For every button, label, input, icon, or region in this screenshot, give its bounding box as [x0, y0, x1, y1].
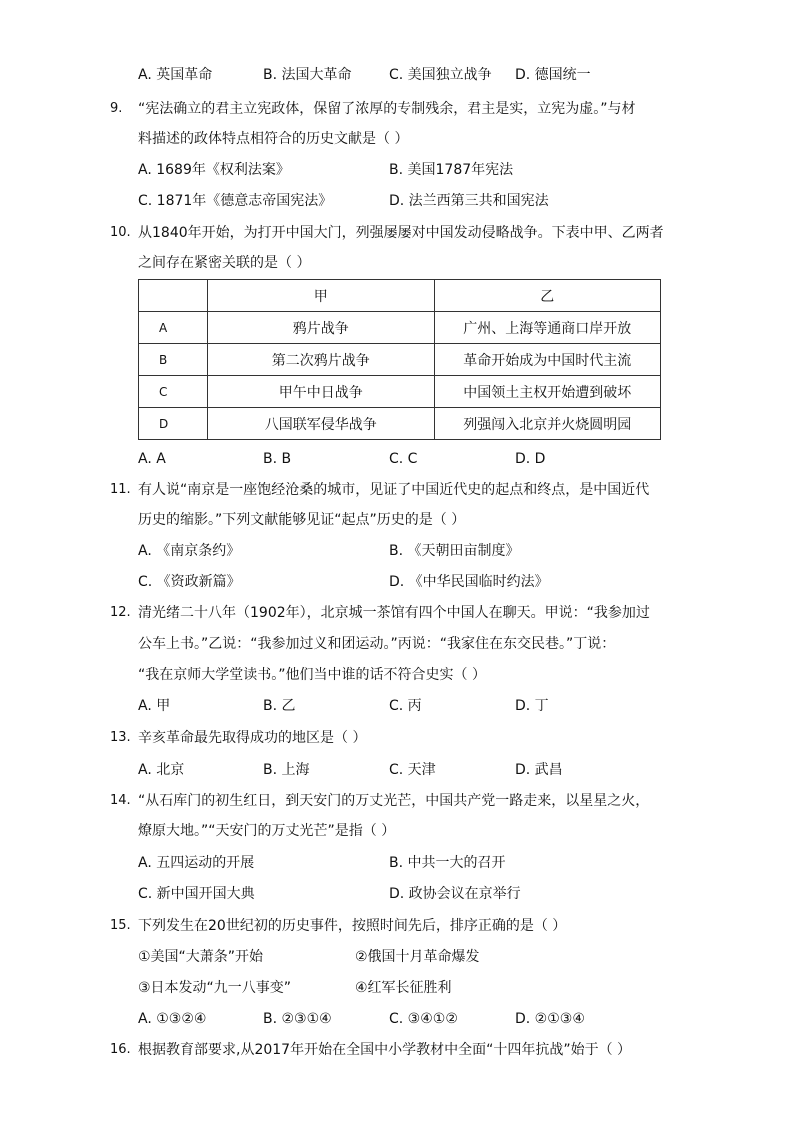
q13-option-c: C. 天津: [389, 762, 436, 778]
q10-line-2: [0, 248, 794, 278]
table-cell: 广州、上海等通商口岸开放: [434, 312, 661, 344]
q14-text: 燎原大地。”“天安门的万丈光芒”是指（ ）: [138, 823, 396, 839]
q13-option-d: D. 武昌: [515, 762, 563, 778]
q14-option-d: D. 政协会议在京举行: [389, 886, 521, 902]
q9-text: 料描述的政体特点相符合的历史文献是（ ）: [138, 131, 409, 147]
q13-options: [0, 755, 794, 785]
q9-options-row-2: [0, 186, 794, 216]
q9-option-c: C. 1871年《德意志帝国宪法》: [138, 193, 333, 209]
table-row: [139, 312, 661, 344]
table-cell: 革命开始成为中国时代主流: [434, 344, 661, 376]
q8-option-c: C. 美国独立战争: [389, 67, 492, 83]
q8-option-b: B. 法国大革命: [263, 67, 352, 83]
q8-option-a: A. 英国革命: [138, 67, 213, 83]
q15-number: 15.: [110, 918, 131, 933]
table-cell: A: [139, 312, 208, 344]
q15-items-row-2: [0, 973, 794, 1003]
q11-line-1: [0, 475, 794, 505]
q13-text: 辛亥革命最先取得成功的地区是（ ）: [138, 730, 367, 746]
table-header-row: [139, 280, 661, 312]
q11-line-2: [0, 505, 794, 535]
table-row: [139, 344, 661, 376]
q10-options: [0, 444, 794, 474]
q14-number: 14.: [110, 793, 131, 808]
q10-option-b: B. B: [263, 451, 292, 467]
q15-item-2: ②俄国十月革命爆发: [355, 949, 480, 965]
q12-text: 清光绪二十八年（1902年），北京城一茶馆有四个中国人在聊天。甲说：“我参加过: [138, 605, 650, 621]
table-header-cell: 乙: [434, 280, 661, 312]
q9-option-a: A. 1689年《权利法案》: [138, 162, 290, 178]
q13-option-b: B. 上海: [263, 762, 310, 778]
q10-option-d: D. D: [515, 451, 546, 467]
table-cell: 甲午中日战争: [208, 376, 435, 408]
table-header-cell: [139, 280, 208, 312]
q11-options-row-1: [0, 536, 794, 566]
q14-text: “从石库门的初生红日，到天安门的万丈光芒，中国共产党一路走来，以星星之火，: [138, 793, 650, 809]
q15-option-b: B. ②③①④: [263, 1011, 332, 1027]
q16-number: 16.: [110, 1042, 131, 1057]
q12-options: [0, 691, 794, 721]
q13-option-a: A. 北京: [138, 762, 185, 778]
table-cell: 中国领土主权开始遭到破坏: [434, 376, 661, 408]
q9-options-row-1: [0, 155, 794, 185]
q9-option-b: B. 美国1787年宪法: [389, 162, 514, 178]
q12-option-d: D. 丁: [515, 698, 549, 714]
q12-text: 公车上书。”乙说：“我参加过义和团运动。”丙说：“我家住在东交民巷。”丁说：: [138, 636, 616, 652]
q15-option-c: C. ③④①②: [389, 1011, 458, 1027]
q12-line-3: [0, 660, 794, 690]
q14-options-row-2: [0, 879, 794, 909]
table-row: [139, 408, 661, 440]
q15-option-d: D. ②①③④: [515, 1011, 585, 1027]
table-cell: D: [139, 408, 208, 440]
q10-option-c: C. C: [389, 451, 418, 467]
q10-text: 之间存在紧密关联的是（ ）: [138, 255, 311, 271]
q11-number: 11.: [110, 482, 131, 497]
q9-line-1: [0, 94, 794, 124]
q15-item-1: ①美国“大萧条”开始: [138, 949, 264, 965]
q15-items-row-1: [0, 942, 794, 972]
q9-option-d: D. 法兰西第三共和国宪法: [389, 193, 549, 209]
q15-line-1: [0, 911, 794, 941]
q10-line-1: [0, 218, 794, 248]
table-row: [139, 376, 661, 408]
q10-option-a: A. A: [138, 451, 166, 467]
table-cell: 八国联军侵华战争: [208, 408, 435, 440]
q12-number: 12.: [110, 605, 131, 620]
table-cell: B: [139, 344, 208, 376]
q9-number: 9.: [110, 101, 123, 116]
q10-table: [138, 279, 661, 440]
q12-line-1: [0, 598, 794, 628]
table-cell: 列强闯入北京并火烧圆明园: [434, 408, 661, 440]
q13-number: 13.: [110, 730, 131, 745]
q16-line-1: [0, 1035, 794, 1065]
q10-text: 从1840年开始，为打开中国大门，列强屡屡对中国发动侵略战争。下表中甲、乙两者: [138, 225, 664, 241]
q11-options-row-2: [0, 567, 794, 597]
q15-item-4: ④红军长征胜利: [355, 980, 452, 996]
q15-option-a: A. ①③②④: [138, 1011, 207, 1027]
q10-number: 10.: [110, 225, 131, 240]
q15-item-3: ③日本发动“九一八事变”: [138, 980, 292, 996]
table-cell: C: [139, 376, 208, 408]
q11-option-c: C. 《资政新篇》: [138, 574, 241, 590]
table-cell: 第二次鸦片战争: [208, 344, 435, 376]
q8-options: [0, 60, 794, 90]
q15-text: 下列发生在20世纪初的历史事件，按照时间先后，排序正确的是（ ）: [138, 918, 567, 934]
q8-option-d: D. 德国统一: [515, 67, 591, 83]
q14-line-1: [0, 786, 794, 816]
q14-line-2: [0, 816, 794, 846]
q11-option-a: A. 《南京条约》: [138, 543, 241, 559]
q11-option-d: D. 《中华民国临时约法》: [389, 574, 549, 590]
q12-option-c: C. 丙: [389, 698, 422, 714]
q14-options-row-1: [0, 848, 794, 878]
q14-option-a: A. 五四运动的开展: [138, 855, 255, 871]
q16-text: 根据教育部要求,从2017年开始在全国中小学教材中全面“十四年抗战”始于（ ）: [138, 1042, 632, 1058]
q12-option-b: B. 乙: [263, 698, 296, 714]
q9-line-2: [0, 124, 794, 154]
q12-text: “我在京师大学堂读书。”他们当中谁的话不符合史实（ ）: [138, 667, 486, 683]
q12-line-2: [0, 629, 794, 659]
q13-line-1: [0, 723, 794, 753]
q14-option-b: B. 中共一大的召开: [389, 855, 506, 871]
q11-option-b: B. 《天朝田亩制度》: [389, 543, 520, 559]
q14-option-c: C. 新中国开国大典: [138, 886, 255, 902]
q12-option-a: A. 甲: [138, 698, 171, 714]
q11-text: 有人说“南京是一座饱经沧桑的城市，见证了中国近代史的起点和终点，是中国近代: [138, 482, 650, 498]
table-cell: 鸦片战争: [208, 312, 435, 344]
q9-text: “宪法确立的君主立宪政体，保留了浓厚的专制残余，君主是实，立宪为虚。”与材: [138, 101, 636, 117]
q11-text: 历史的缩影。”下列文献能够见证“起点”历史的是（ ）: [138, 512, 466, 528]
table-header-cell: 甲: [208, 280, 435, 312]
q15-options: [0, 1004, 794, 1034]
